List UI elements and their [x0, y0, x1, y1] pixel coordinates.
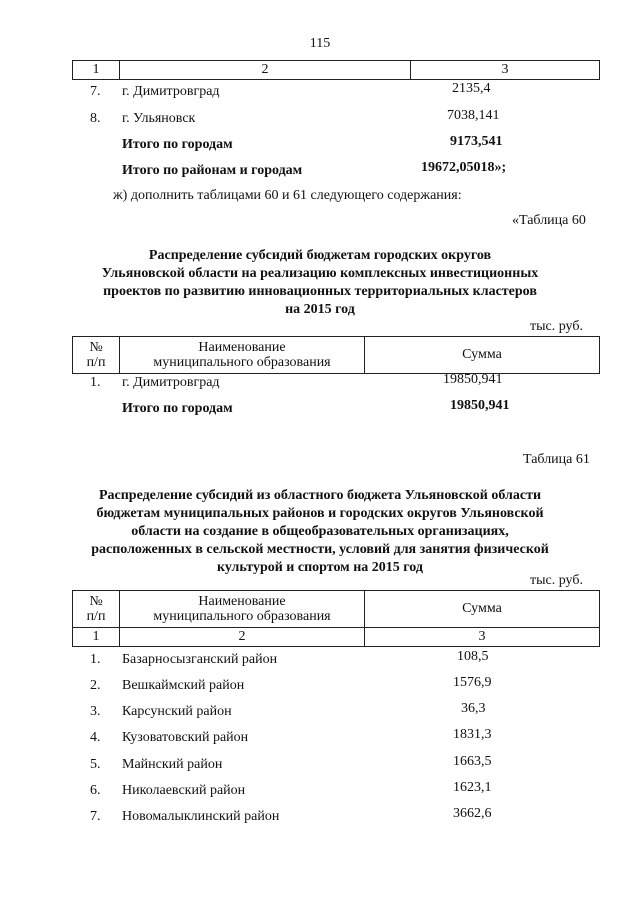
row-name: Вешкаймский район — [122, 678, 245, 693]
total-cities-label: Итого по городам — [122, 137, 233, 152]
row-name: Базарносызганский район — [122, 652, 278, 667]
title-line: области на создание в общеобразовательных организациях, — [131, 524, 509, 539]
row-name: г. Димитровград — [122, 375, 220, 390]
total-all-label: Итого по районам и городам — [122, 163, 303, 178]
row-name: г. Димитровград — [122, 84, 220, 99]
table60-total-label: Итого по городам — [122, 401, 233, 416]
table61-unit: тыс. руб. — [530, 573, 583, 588]
table61-caption: Таблица 61 — [523, 452, 590, 467]
total-cities-value: 9173,541 — [450, 134, 503, 149]
row-num: 3. — [90, 704, 101, 719]
total-all-value: 19672,05018»; — [421, 160, 507, 175]
header-sum: Сумма — [365, 591, 600, 628]
row-num: 7. — [90, 84, 101, 99]
index-col-1: 1 — [73, 628, 120, 647]
table61-title — [60, 487, 580, 577]
row-value: 36,3 — [461, 701, 486, 716]
title-line: Распределение субсидий из областного бюджета Ульяновской области — [98, 488, 542, 503]
title-line: Распределение субсидий бюджетам городских округов — [148, 248, 492, 263]
index-col-3: 3 — [365, 628, 600, 647]
row-num: 2. — [90, 678, 101, 693]
table60-total-value: 19850,941 — [450, 398, 510, 413]
header-num: № п/п — [73, 591, 120, 628]
row-name: Майнский район — [122, 757, 223, 772]
row-num: 5. — [90, 757, 101, 772]
header-name: Наименование муниципального образования — [120, 337, 365, 374]
title-line: расположенных в сельской местности, условий для занятия физической — [91, 542, 549, 557]
row-value: 1623,1 — [453, 780, 492, 795]
row-num: 6. — [90, 783, 101, 798]
row-num: 4. — [90, 730, 101, 745]
row-num: 1. — [90, 652, 101, 667]
header-sum: Сумма — [365, 337, 600, 374]
table60-caption: «Таблица 60 — [512, 213, 586, 228]
row-num: 8. — [90, 111, 101, 126]
table60-title — [60, 247, 580, 319]
row-name: Николаевский район — [122, 783, 246, 798]
row-value: 19850,941 — [443, 372, 503, 387]
index-col-2: 2 — [120, 628, 365, 647]
row-num: 1. — [90, 375, 101, 390]
row-value: 3662,6 — [453, 806, 492, 821]
amendment-text: ж) дополнить таблицами 60 и 61 следующего содержания: — [113, 188, 462, 203]
header-col-1: 1 — [73, 61, 120, 80]
row-value: 1663,5 — [453, 754, 492, 769]
continuation-header-table — [72, 60, 600, 80]
header-col-2: 2 — [120, 61, 411, 80]
title-line: бюджетам муниципальных районов и городских округов Ульяновской — [96, 506, 544, 521]
row-num: 7. — [90, 809, 101, 824]
page-number: 115 — [309, 36, 331, 51]
row-value: 2135,4 — [452, 81, 491, 96]
title-line: на 2015 год — [285, 302, 355, 317]
title-line: проектов по развитию инновационных территориальных кластеров — [103, 284, 537, 299]
header-col-3: 3 — [411, 61, 600, 80]
header-name: Наименование муниципального образования — [120, 591, 365, 628]
table60-unit: тыс. руб. — [530, 319, 583, 334]
header-num: № п/п — [73, 337, 120, 374]
row-value: 1576,9 — [453, 675, 492, 690]
row-name: г. Ульяновск — [122, 111, 196, 126]
row-value: 108,5 — [457, 649, 489, 664]
row-name: Карсунский район — [122, 704, 232, 719]
row-value: 1831,3 — [453, 727, 492, 742]
title-line: Ульяновской области на реализацию комплексных инвестиционных — [101, 266, 539, 281]
title-line: культурой и спортом на 2015 год — [217, 560, 423, 575]
table61-header — [72, 590, 600, 647]
row-name: Кузоватовский район — [122, 730, 249, 745]
table60-header — [72, 336, 600, 374]
row-name: Новомалыклинский район — [122, 809, 280, 824]
row-value: 7038,141 — [447, 108, 500, 123]
